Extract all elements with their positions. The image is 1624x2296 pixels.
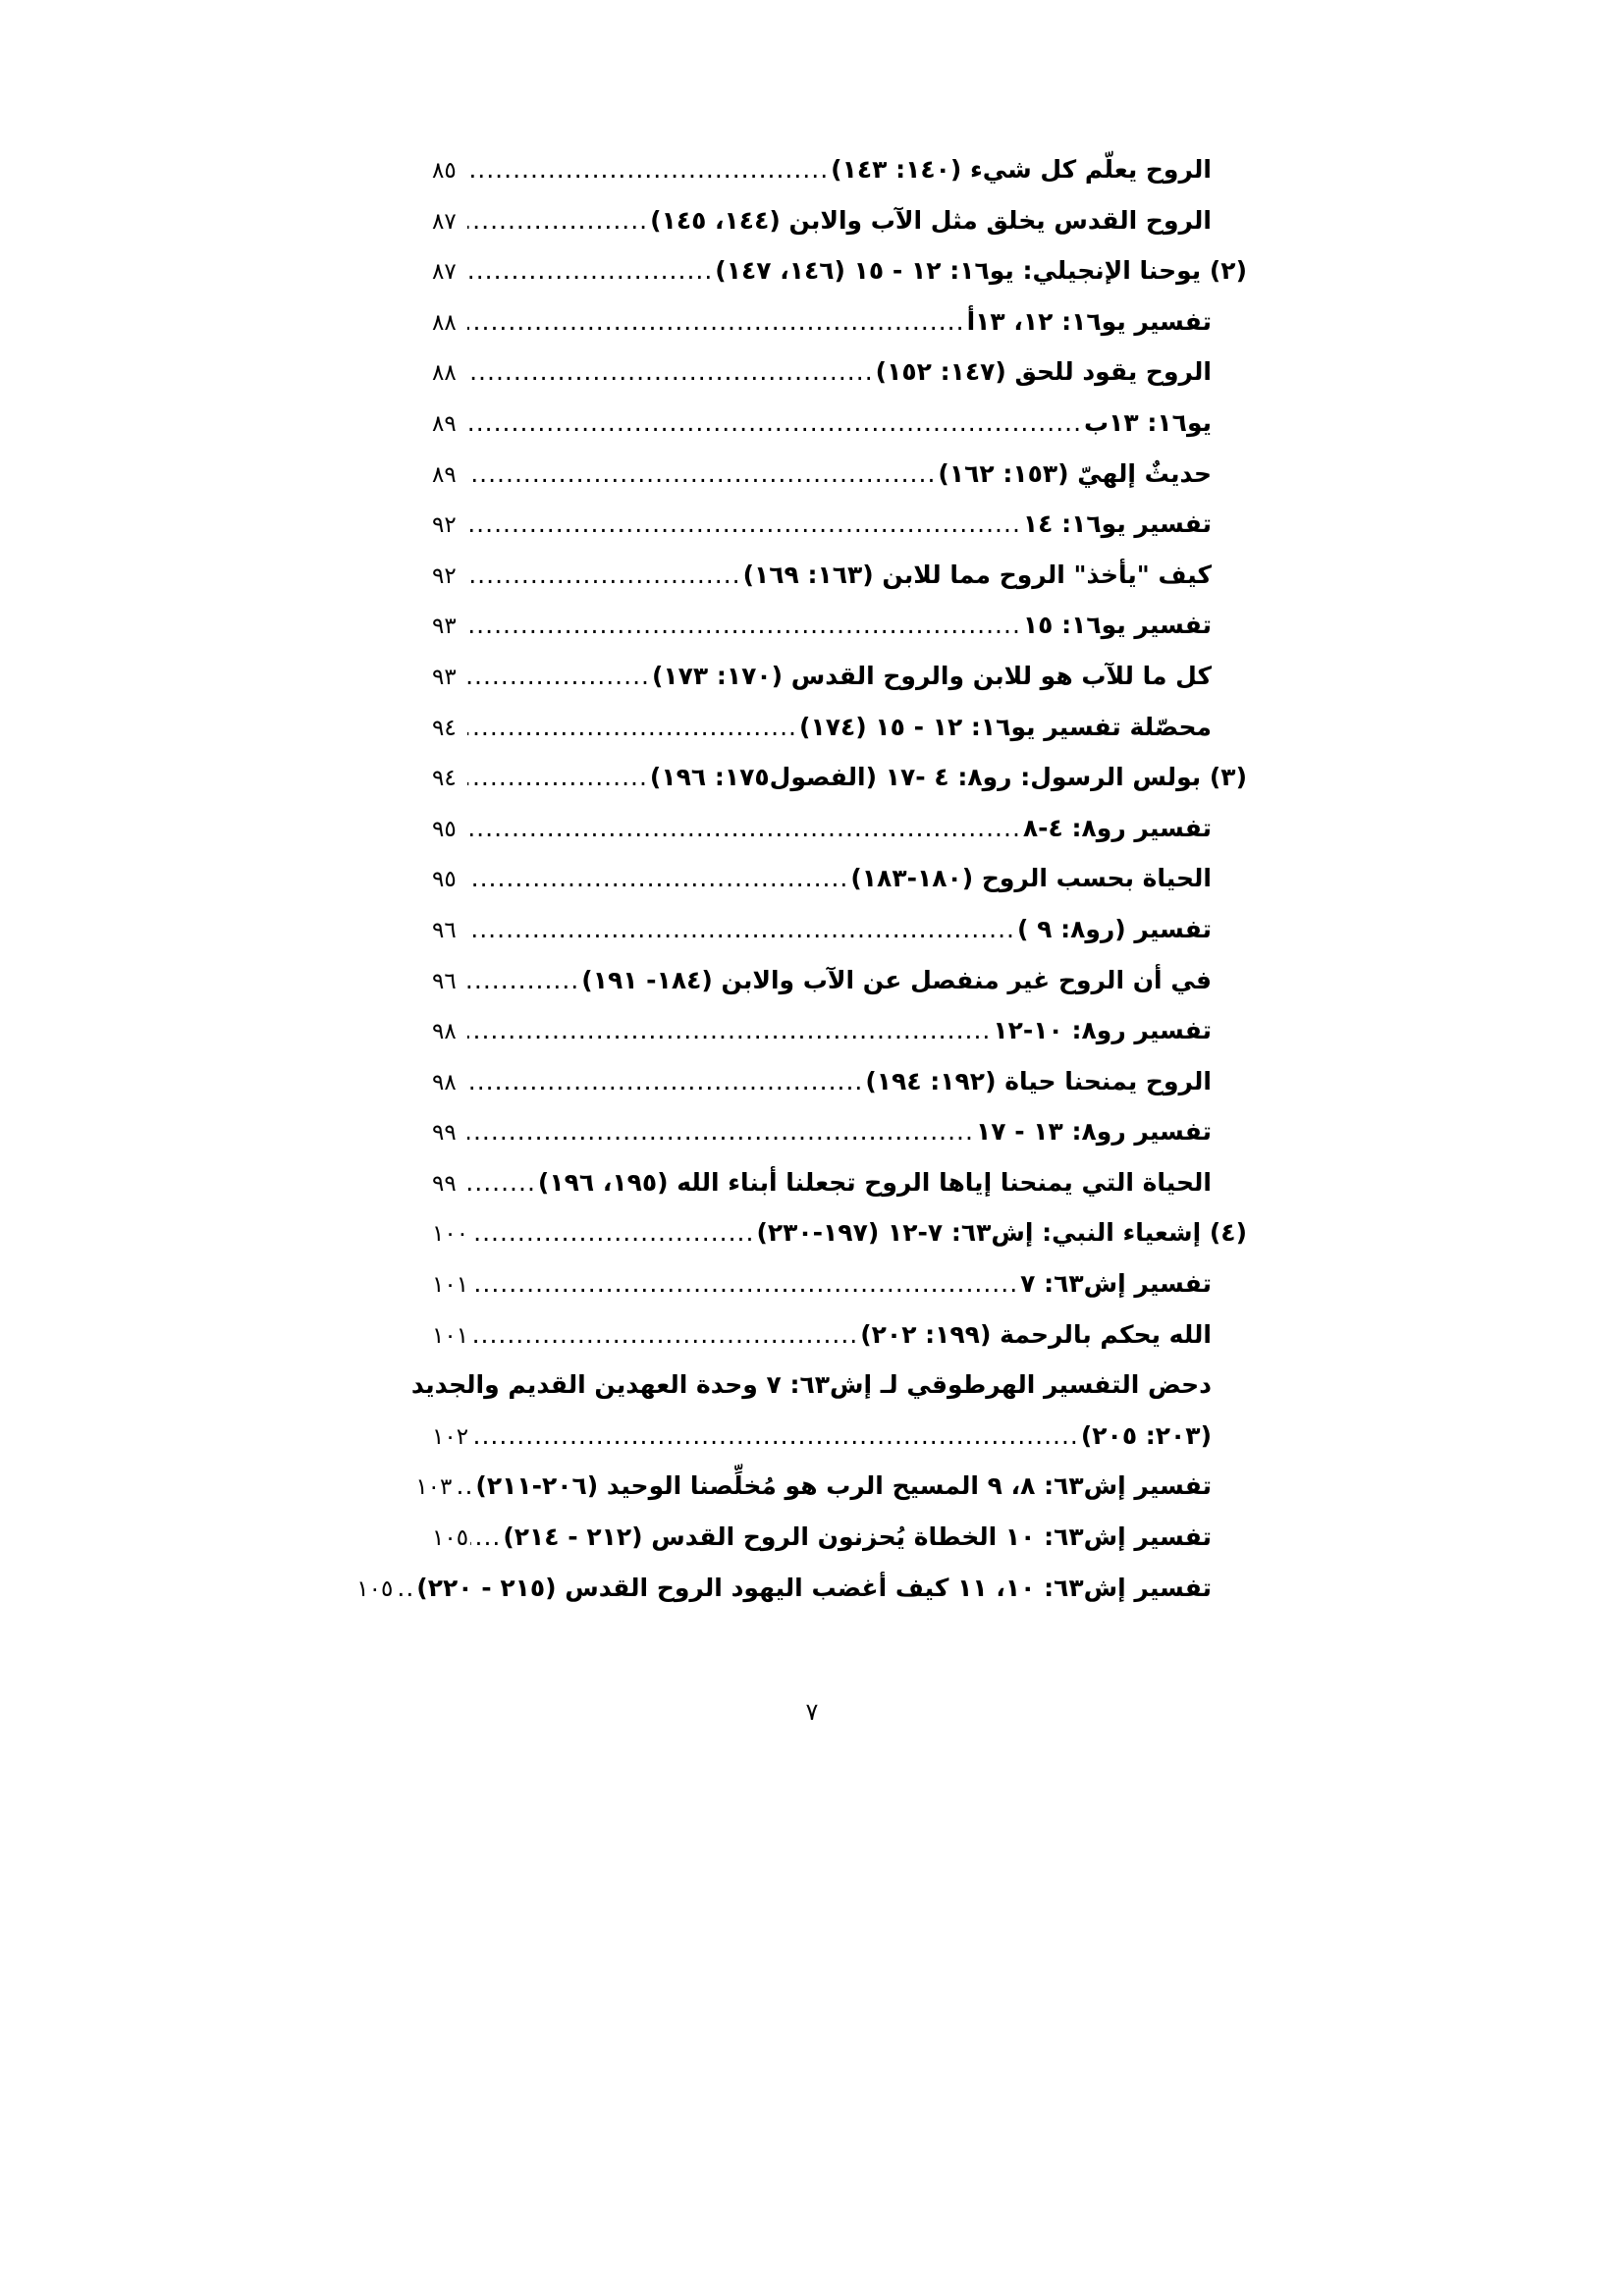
toc-entry — [432, 611, 1247, 662]
toc-entry-title: الروح يقود للحق (١٤٧: ١٥٢) — [875, 357, 1212, 387]
toc-entry-page: ٩٥ — [432, 867, 457, 893]
toc-entry-page: ١٠٣ — [415, 1474, 453, 1501]
dot-leader — [470, 1218, 754, 1247]
dot-leader — [467, 1016, 991, 1044]
toc-entry-page: ١٠١ — [432, 1322, 469, 1349]
toc-entry-page: ٩٢ — [432, 512, 457, 539]
dot-leader — [467, 864, 848, 892]
toc-entry — [432, 1320, 1247, 1371]
toc-entry-title: دحض التفسير الهرطوقي لـ إش٦٣: ٧ وحدة العهدين القديم والجديد — [410, 1370, 1212, 1400]
toc-entry-page: ٨٥ — [432, 158, 457, 184]
toc-entry — [432, 1168, 1247, 1219]
toc-entry-title: تفسير رو٨: ١٠-١٢ — [993, 1016, 1212, 1045]
toc-entry-title: تفسير يو١٦: ١٢، ١٣أ — [966, 306, 1212, 336]
dot-leader — [467, 408, 1082, 437]
toc-entry — [432, 1117, 1247, 1168]
dot-leader — [467, 307, 965, 336]
toc-entry-title: الحياة بحسب الروح (١٨٠-١٨٣) — [850, 864, 1212, 893]
toc-entry-title: كل ما للآب هو للابن والروح القدس (١٧٠: ١٧٣) — [651, 661, 1212, 690]
toc-entry-title: يو١٦: ١٣ب — [1084, 407, 1212, 437]
toc-entry-title: الحياة التي يمنحنا إياها الروح تجعلنا أبناء الله (١٩٥، ١٩٦) — [537, 1167, 1212, 1197]
toc-entry — [432, 561, 1247, 612]
dot-leader — [467, 459, 936, 488]
toc-entry-title: تفسير إش٦٣: ٨، ٩ المسيح الرب هو مُخلِّصنا الوحيد (٢٠٦-٢١١) — [475, 1471, 1212, 1501]
toc-entry — [432, 459, 1247, 510]
dot-leader — [470, 1421, 1079, 1450]
toc-entry-page: ٩٥ — [432, 816, 457, 842]
toc-entry-title: حديثٌ إلهيّ (١٥٣: ١٦٢) — [938, 458, 1212, 488]
toc-entry — [432, 1067, 1247, 1118]
table-of-contents — [356, 155, 1247, 1624]
toc-entry-page: ١٠٠ — [432, 1221, 469, 1248]
dot-leader — [467, 966, 579, 994]
toc-entry-page: ٩٩ — [432, 1170, 457, 1197]
dot-leader — [467, 662, 650, 690]
toc-entry-page: ٨٧ — [432, 259, 457, 286]
toc-entry — [432, 206, 1247, 257]
toc-entry-page: ٩٦ — [432, 917, 457, 943]
toc-section-heading — [432, 256, 1247, 307]
toc-entry-title: في أن الروح غير منفصل عن الآب والابن (١٨٤- ١٩١) — [581, 965, 1212, 994]
page-number: ٧ — [805, 1698, 819, 1726]
dot-leader — [470, 1269, 1018, 1298]
toc-entry-title: الله يحكم بالرحمة (١٩٩: ٢٠٢) — [860, 1319, 1212, 1349]
toc-entry-title: تفسير يو١٦: ١٥ — [1022, 611, 1212, 640]
dot-leader — [467, 1168, 536, 1197]
toc-entry-title: الروح القدس يخلق مثل الآب والابن (١٤٤، ١٤٥) — [650, 205, 1212, 235]
toc-entry-page: ٩٨ — [432, 1069, 457, 1095]
toc-entry-page: ٨٧ — [432, 208, 457, 235]
toc-entry-page: ١٠٥ — [356, 1575, 394, 1602]
dot-leader — [467, 1067, 863, 1095]
toc-entry — [356, 1573, 1247, 1625]
dot-leader — [467, 1117, 974, 1146]
toc-entry-title: تفسير رو٨: ١٣ - ١٧ — [975, 1117, 1212, 1147]
toc-entry — [432, 966, 1247, 1017]
toc-entry — [432, 357, 1247, 408]
toc-entry-wrapped-line1 — [410, 1370, 1247, 1421]
dot-leader — [467, 915, 1015, 943]
toc-entry-title: تفسير رو٨: ٤-٨ — [1022, 813, 1212, 842]
toc-entry-title: تفسير إش٦٣: ١٠، ١١ كيف أغضب اليهود الروح القدس (٢١٥ - ٢٢٠) — [416, 1573, 1212, 1602]
toc-entry-page: ٨٩ — [432, 461, 457, 488]
toc-entry — [432, 713, 1247, 764]
toc-entry-page: ٨٨ — [432, 360, 457, 387]
toc-entry-title: كيف "يأخذ" الروح مما للابن (١٦٣: ١٦٩) — [742, 560, 1212, 589]
dot-leader — [454, 1471, 473, 1500]
toc-entry-page: ٩٨ — [432, 1019, 457, 1045]
toc-entry — [432, 814, 1247, 865]
toc-entry-title: تفسير (رو٨: ٩ ) — [1016, 914, 1212, 943]
toc-entry-page: ١٠٢ — [432, 1423, 469, 1450]
toc-section-heading — [432, 763, 1247, 814]
dot-leader — [467, 509, 1021, 538]
toc-entry-page: ٨٩ — [432, 410, 457, 437]
dot-leader — [467, 763, 648, 791]
toc-entry — [432, 1016, 1247, 1067]
dot-leader — [467, 561, 741, 589]
dot-leader — [467, 206, 648, 235]
toc-entry-page: ٩٣ — [432, 664, 457, 690]
dot-leader — [467, 611, 1021, 639]
toc-entry-title: (٢) يوحنا الإنجيلي: يو١٦: ١٢ - ١٥ (١٤٦، ١٤٧) — [715, 256, 1247, 286]
toc-entry — [432, 155, 1247, 206]
toc-entry-title: الروح يعلّم كل شيء (١٤٠: ١٤٣) — [831, 155, 1212, 184]
toc-entry-title: تفسير إش٦٣: ٧ — [1020, 1269, 1212, 1299]
toc-entry-page: ٩٤ — [432, 715, 457, 741]
dot-leader — [467, 256, 713, 285]
dot-leader — [467, 814, 1021, 842]
toc-entry — [432, 1522, 1247, 1574]
toc-entry-page: ٩٩ — [432, 1120, 457, 1147]
toc-entry — [432, 915, 1247, 966]
toc-entry-title: تفسير إش٦٣: ١٠ الخطاة يُحزنون الروح القدس (٢١٢ - ٢١٤) — [503, 1522, 1212, 1552]
dot-leader — [395, 1574, 414, 1602]
toc-entry-page: ٩٢ — [432, 562, 457, 589]
toc-entry — [432, 509, 1247, 561]
dot-leader — [467, 155, 829, 184]
toc-entry — [432, 662, 1247, 713]
toc-entry-page: ٩٦ — [432, 968, 457, 994]
toc-entry-page: ٩٣ — [432, 614, 457, 640]
toc-entry-title: تفسير يو١٦: ١٤ — [1022, 509, 1212, 539]
toc-entry-title: الروح يمنحنا حياة (١٩٢: ١٩٤) — [865, 1066, 1212, 1095]
toc-entry-page: ٩٤ — [432, 766, 457, 792]
toc-section-heading — [432, 1218, 1247, 1269]
toc-entry-title: محصّلة تفسير يو١٦: ١٢ - ١٥ (١٧٤) — [799, 712, 1212, 741]
dot-leader — [470, 1522, 501, 1551]
toc-entry-title-continued: (٢٠٣: ٢٠٥) — [1080, 1420, 1212, 1450]
toc-entry-page: ١٠١ — [432, 1272, 469, 1299]
toc-entry — [432, 864, 1247, 915]
dot-leader — [467, 357, 874, 386]
dot-leader — [470, 1320, 858, 1349]
toc-entry-title: (٣) بولس الرسول: رو٨: ٤ -١٧ (الفصول١٧٥: ١٩٦) — [649, 763, 1247, 792]
toc-entry-wrapped-line2 — [432, 1421, 1247, 1472]
toc-entry — [432, 1269, 1247, 1320]
dot-leader — [467, 713, 797, 741]
toc-entry-page: ١٠٥ — [432, 1525, 469, 1552]
toc-entry — [432, 408, 1247, 459]
toc-entry — [432, 307, 1247, 358]
toc-entry-title: (٤) إشعياء النبي: إش٦٣: ٧-١٢ (١٩٧-٢٣٠) — [756, 1218, 1247, 1248]
toc-entry-page: ٨٨ — [432, 309, 457, 336]
toc-entry — [415, 1471, 1247, 1522]
